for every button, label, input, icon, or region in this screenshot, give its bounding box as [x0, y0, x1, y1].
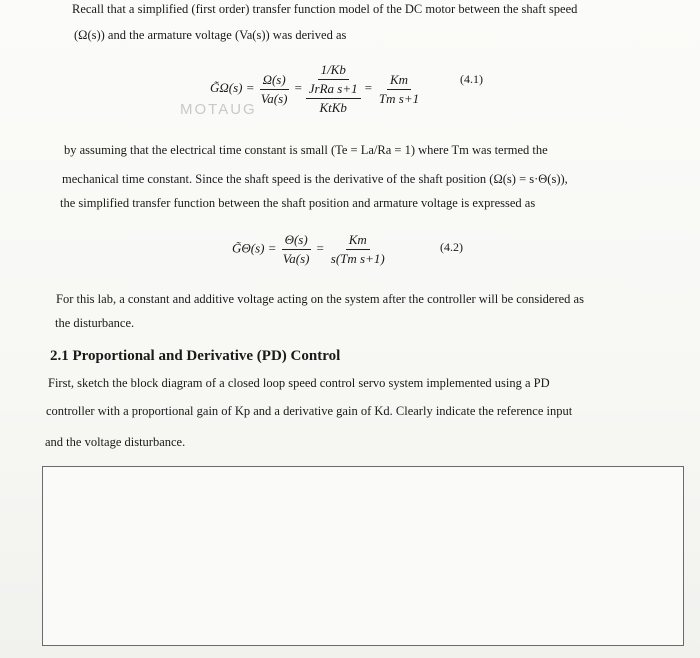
eq42-fraction-2: $\frac{Km}{\text{s(Tm s+1)}}$ [330, 232, 385, 266]
task-line-3: and the voltage disturbance. [45, 435, 186, 449]
equation-4-1: G̃Ω(s) = $\frac{\Omega(s)}{Va(s)}$ = $\frac{1/Kb}{\frac{\text{JrRa s+1}}{\text{KtKb}}}$ = $\frac{Km}{\text{Tm s+1}}$ [210, 62, 422, 116]
section-heading: 2.1 Proportional and Derivative (PD) Control [50, 348, 341, 364]
equation-4-2-label: (4.2) [440, 240, 463, 254]
assume-line-3: the simplified transfer function between the shaft position and armature voltage is expressed as [60, 196, 536, 210]
equation-4-2: G̃Θ(s) = $\frac{\Theta(s)}{Va(s)}$ = $\frac{Km}{\text{s(Tm s+1)}}$ [232, 232, 388, 267]
assume-line-2: mechanical time constant. Since the shaft speed is the derivative of the shaft position (Ω(s) = s·Θ(s)), [62, 172, 568, 186]
intro-line-2: (Ω(s)) and the armature voltage (Va(s)) was derived as [74, 28, 347, 42]
eq41-lhs: G̃Ω(s) = [210, 79, 255, 95]
assume-line-1: by assuming that the electrical time constant is small (Te = La/Ra = 1) where Tm was termed the [64, 143, 548, 157]
task-line-2: controller with a proportional gain of Kp and a derivative gain of Kd. Clearly indicate the reference input [46, 404, 573, 418]
bleed-through-text: MOTAUG [180, 101, 257, 118]
eq41-fraction-2: $\frac{1/Kb}{\frac{\text{JrRa s+1}}{\text{KtKb}}}$ [306, 62, 361, 116]
disturbance-line-1: For this lab, a constant and additive voltage acting on the system after the controller will be considered as [56, 292, 584, 306]
eq42-lhs: G̃Θ(s) = [232, 240, 277, 256]
equation-4-1-label: (4.1) [460, 72, 483, 86]
eq41-fraction-3: $\frac{Km}{\text{Tm s+1}}$ [378, 71, 420, 106]
disturbance-line-2: the disturbance. [55, 316, 135, 330]
eq41-fraction-1: $\frac{\Omega(s)}{Va(s)}$ [260, 71, 288, 106]
task-line-1: First, sketch the block diagram of a closed loop speed control servo system implemented using a PD [48, 376, 550, 390]
intro-line-1: Recall that a simplified (first order) transfer function model of the DC motor between the shaft speed [72, 2, 578, 16]
answer-box[interactable] [42, 466, 684, 646]
eq42-fraction-1: $\frac{\Theta(s)}{Va(s)}$ [282, 232, 310, 266]
